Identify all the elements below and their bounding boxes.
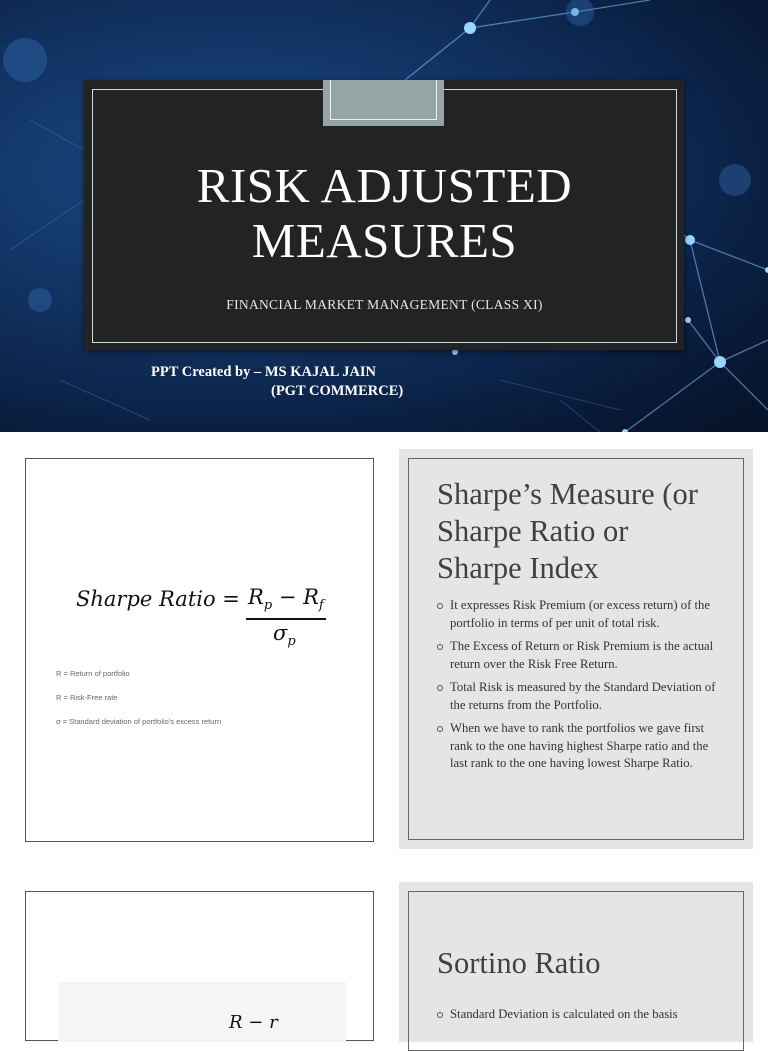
slide-subtitle: FINANCIAL MARKET MANAGEMENT (CLASS XI) <box>226 297 543 312</box>
title-slide <box>0 0 768 432</box>
slide-heading: Sharpe’s Measure (or Sharpe Ratio or Sharpe Index <box>437 477 698 585</box>
author-credit: PPT Created by – MS KAJAL JAIN <box>151 364 377 380</box>
network-node <box>464 22 476 34</box>
list-item: When we have to rank the portfolios we gave first rank to the one having highest Sharpe ratio and the last rank to the one having lowest Sharpe Ratio. <box>437 720 722 773</box>
bullet-list <box>437 597 722 779</box>
list-item: The Excess of Return or Risk Premium is the actual return over the Risk Free Return. <box>437 638 722 673</box>
formula-lhs: Sharpe Ratio = <box>76 587 240 611</box>
list-item: Total Risk is measured by the Standard Deviation of the returns from the Portfolio. <box>437 679 722 714</box>
legend-std-dev: σ = Standard deviation of portfolio's excess return <box>56 717 222 726</box>
author-designation: (PGT COMMERCE) <box>271 383 404 399</box>
slide-formula-partial <box>25 891 374 1041</box>
formula-denominator: $\sigma_p$ <box>273 621 296 650</box>
slide-sortino-ratio <box>399 882 753 1042</box>
slide-title-line2: MEASURES <box>251 213 518 268</box>
list-item: Standard Deviation is calculated on the basis <box>437 1006 722 1024</box>
formula-numerator: $R_p - R_f$ <box>248 585 324 614</box>
slide-title <box>92 158 677 268</box>
legend-return: R = Return of portfolio <box>56 669 130 678</box>
fraction-bar <box>246 618 326 620</box>
slide-sharpe-formula <box>25 458 374 842</box>
slide-heading: Sortino Ratio <box>437 946 601 980</box>
list-item: It expresses Risk Premium (or excess return) of the portfolio in terms of per unit of total risk. <box>437 597 722 632</box>
title-accent-tab-border <box>330 80 437 120</box>
bullet-list <box>437 1006 722 1030</box>
formula-image-area <box>58 982 346 1042</box>
formula-fragment: R − r <box>229 1012 278 1033</box>
slide-sharpe-measure <box>399 449 753 849</box>
legend-risk-free: R = Risk-Free rate <box>56 693 118 702</box>
slide-title-line1: RISK ADJUSTED <box>196 158 573 213</box>
